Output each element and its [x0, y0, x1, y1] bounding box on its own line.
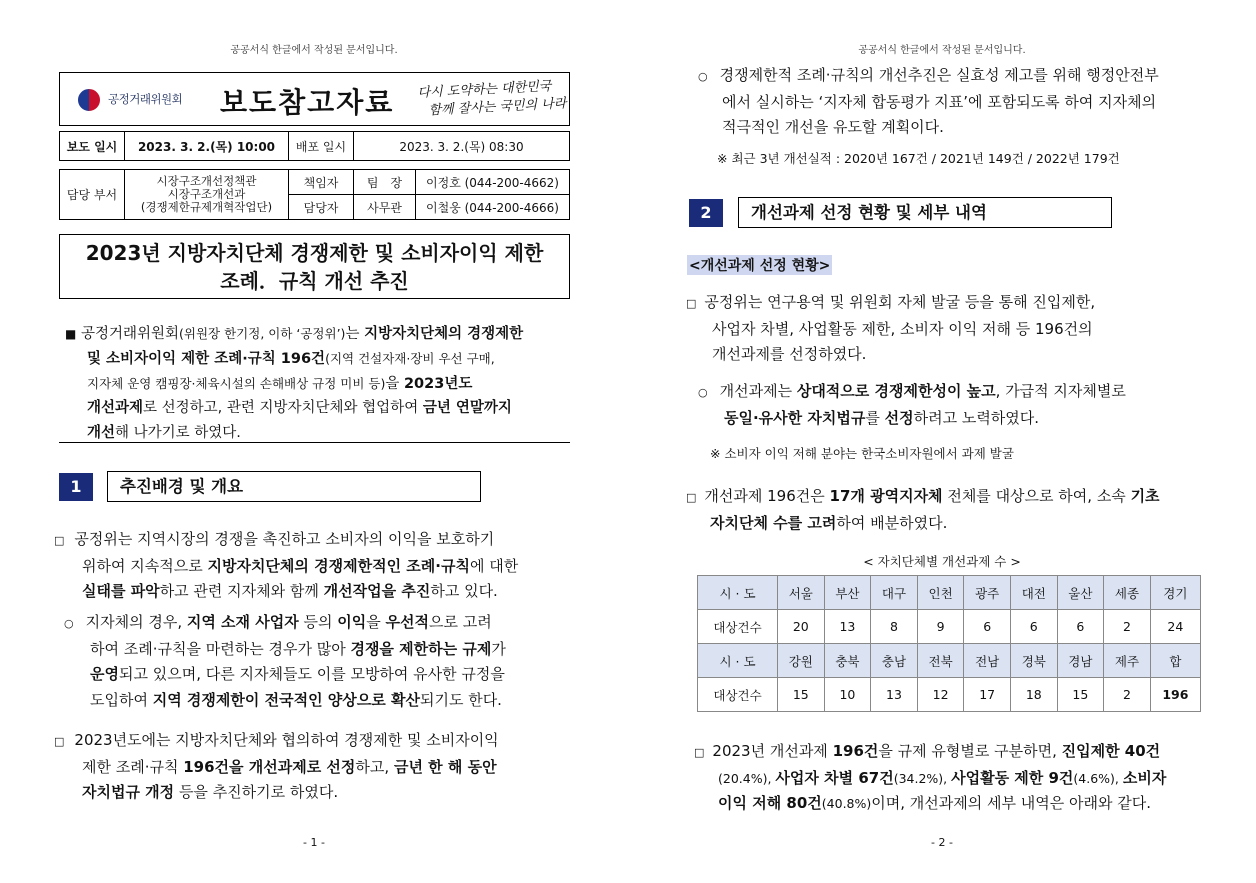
contact-table: [59, 169, 570, 220]
page-number: - 1 -: [303, 836, 325, 849]
release-label: 보도 일시: [60, 132, 125, 161]
header-note: 공공서식 한글에서 작성된 문서입니다.: [858, 45, 1026, 56]
page-2: [628, 0, 1256, 883]
ftc-emblem-icon: [77, 88, 101, 112]
circle-bullet: ○: [64, 617, 74, 630]
contact-role: 담당자: [289, 195, 354, 220]
press-title: 보도참고자료: [220, 86, 395, 119]
contact-title: 팀 장: [354, 170, 416, 195]
table-header-row: 시 · 도 강원 충북 충남 전북 전남 경북 경남 제주 합: [698, 644, 1201, 678]
table-caption: < 자치단체별 개선과제 수 >: [863, 554, 1021, 569]
release-value: 2023. 3. 2.(목) 10:00: [125, 132, 289, 161]
distribution-value: 2023. 3. 2.(목) 08:30: [354, 132, 570, 161]
square-bullet: □: [694, 746, 705, 759]
section-title: 추진배경 및 개요: [107, 471, 481, 502]
summary-block: ■ 공정거래위원회(위원장 한기정, 이하 ‘공정위’)는 지방자치단체의 경쟁제한 및 소비자이익 제한 조례·규칙 196건(지역 건설자재·장비 우선 구매, 지자체 운영 캠핑장·체육시설의 손해배상 규정 미비 등)을 2023년도 개선과제로 선정하고, 관련 지방자치단체와 협업하여 금년 연말까지 개선해 나가기로 하였다.: [59, 317, 570, 443]
paragraph: ○ 경쟁제한적 조례·규칙의 개선추진은 실효성 제고를 위해 행정안전부 에서 실시하는 ‘지자체 합동평가 지표’에 포함되도록 하여 지자체의 적극적인 개선을 유도할 계획이다.: [698, 66, 1159, 136]
subheading: <개선과제 선정 현황>: [687, 255, 832, 275]
paragraph: □ 공정위는 연구용역 및 위원회 자체 발굴 등을 통해 진입제한, 사업자 차별, 사업활동 제한, 소비자 이익 저해 등 196건의 개선과제를 선정하였다.: [686, 293, 1096, 363]
header-note: 공공서식 한글에서 작성된 문서입니다.: [230, 45, 398, 56]
circle-bullet: ○: [698, 386, 708, 399]
square-bullet: □: [54, 534, 65, 547]
contact-person: 이철웅 (044-200-4666): [416, 195, 570, 220]
paragraph: ○ 개선과제는 상대적으로 경쟁제한성이 높고, 가급적 지자체별로 동일·유사한 자치법규를 선정하려고 노력하였다.: [698, 382, 1126, 427]
table-row: 대상건수 15 10 13 12 17 18 15 2 196: [698, 678, 1201, 712]
table-row: 대상건수 20 13 8 9 6 6 6 2 24: [698, 610, 1201, 644]
paragraph: □ 공정위는 지역시장의 경쟁을 촉진하고 소비자의 이익을 보호하기 위하여 지속적으로 지방자치단체의 경쟁제한적인 조례·규칙에 대한 실태를 파악하고 관련 지자체와 함께 개선작업을 추진하고 있다.: [54, 530, 519, 600]
paragraph: ○ 지자체의 경우, 지역 소재 사업자 등의 이익을 우선적으로 고려 하여 조례·규칙을 마련하는 경우가 많아 경쟁을 제한하는 규제가 운영되고 있으며, 다른 지자체들도 이를 모방하여 유사한 규정을 도입하여 지역 경쟁제한이 전국적인 양상으로 확산되기도 한다.: [64, 613, 506, 709]
square-bullet: □: [686, 297, 697, 310]
page-number: - 2 -: [931, 836, 953, 849]
section-number: 1: [59, 473, 93, 501]
square-bullet: □: [54, 735, 65, 748]
summary-bullet: ■: [65, 327, 77, 341]
paragraph: □ 2023년 개선과제 196건을 규제 유형별로 구분하면, 진입제한 40건 (20.4%), 사업자 차별 67건(34.2%), 사업활동 제한 9건(4.6%), 소비자 이익 저해 80건(40.8%)이며, 개선과제의 세부 내역은 아래와 같다.: [694, 742, 1167, 812]
note: ※ 소비자 이익 저해 분야는 한국소비자원에서 과제 발굴: [710, 446, 1014, 461]
region-task-table: [697, 575, 1201, 712]
paragraph: □ 2023년도에는 지방자치단체와 협의하여 경쟁제한 및 소비자이익 제한 조례·규칙 196건을 개선과제로 선정하고, 금년 한 해 동안 자치법규 개정 등을 추진하기로 하였다.: [54, 731, 499, 801]
note: ※ 최근 3년 개선실적 : 2020년 167건 / 2021년 149건 / 2022년 179건: [717, 151, 1120, 166]
section-number: 2: [689, 199, 723, 227]
press-release-header: [59, 72, 570, 126]
distribution-label: 배포 일시: [289, 132, 354, 161]
document-title: 2023년 지방자치단체 경쟁제한 및 소비자이익 제한 조례．규칙 개선 추진: [59, 234, 570, 299]
table-header-row: 시 · 도 서울 부산 대구 인천 광주 대전 울산 세종 경기: [698, 576, 1201, 610]
contact-person: 이정호 (044-200-4662): [416, 170, 570, 195]
contact-title: 사무관: [354, 195, 416, 220]
release-time-table: [59, 131, 570, 161]
government-slogan: 다시 도약하는 대한민국 함께 잘사는 국민의 나라: [417, 78, 567, 119]
paragraph: □ 개선과제 196건은 17개 광역지자체 전체를 대상으로 하여, 소속 기초 자치단체 수를 고려하여 배분하였다.: [686, 487, 1160, 532]
agency-logo-text: 공정거래위원회: [108, 92, 183, 106]
square-bullet: □: [686, 491, 697, 504]
circle-bullet: ○: [698, 70, 708, 83]
department-label: 담당 부서: [60, 170, 125, 220]
department-name: 시장구조개선정책관 시장구조개선과 (경쟁제한규제개혁작업단): [125, 170, 289, 220]
contact-role: 책임자: [289, 170, 354, 195]
section-title: 개선과제 선정 현황 및 세부 내역: [738, 197, 1112, 228]
